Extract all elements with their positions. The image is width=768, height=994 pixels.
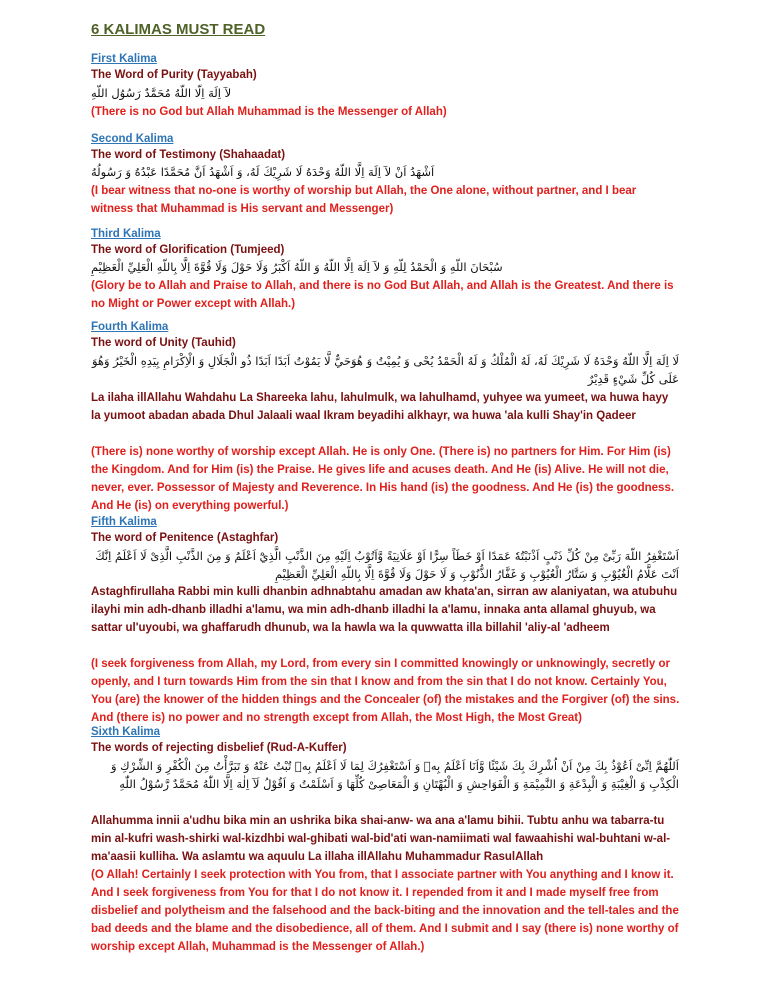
kalima-6-transliteration: Allahumma innii a'udhu bika min an ushrika bika shai-anw- wa ana a'lamu bihii. Tubtu anhu wa tabarra-tu min al-kufri wash-shirki wal-kizdhbi wal-ghibati wal-bid'ati wan-namiimati wal fawaahishi wal-buhtani w-al-ma'aasii kulliha. Wa aslamtu wa aquulu La illaha illAllahu Muhammadur RasulAllah bbox=[91, 815, 671, 863]
kalima-6-heading: Sixth Kalima bbox=[91, 726, 161, 738]
kalima-1-arabic: لآ اِلَهَ اِلّا اللّهُ مُحَمَّدٌ رَسُوُل اللّهِ bbox=[91, 86, 232, 100]
kalima-4-arabic: لَا اِلَهَ اِلَّا اللّهُ وَحْدَهُ لَا شَرِيْكَ لَهُ، لَهُ الْمُلْكُ وَ لَهُ الْحَمْدُ يُحْى وَ يُمِيْتُ وَ هُوَحَيٌّ لَّا يَمُوْتُ اَبَدًا اَبَدًا ذُو الْجَلَالِ وَ الْاِكْرَامِ بِيَدِهِ الْخَيْرُ وَهُوَ عَلَى كُلِّ شَيْءٍ قَدِيْرٌ bbox=[91, 354, 679, 386]
kalima-5-subtitle: The word of Penitence (Astaghfar) bbox=[91, 532, 279, 544]
kalima-3-subtitle: The word of Glorification (Tumjeed) bbox=[91, 244, 285, 256]
kalima-6-subtitle: The words of rejecting disbelief (Rud-A-Kuffer) bbox=[91, 742, 347, 754]
kalima-6-arabic: اَللّٰهُمَّ اِنِّیْ اَعُوْذُ بِكَ مِنْ اَنْ اُشْرِكَ بِكَ شَيْئًا وَّاَنَا اَعْلَمُ بِهٖ وَ اَسْتَغْفِرُكَ لِمَا لَا اَعْلَمُ بِهٖ تُبْتُ عَنْهُ وَ تَبَرَّأْتُ مِنَ الْكُفْرِ وَ الشِّرْكِ وَ الْكِذْبِ وَ الْغِيْبَةِ وَ الْبِدْعَةِ وَ النَّمِيْمَةِ وَ الْفَوَاحِشِ وَ الْبُهْتَانِ وَ الْمَعَاصِىْ كُلِّهَا وَ اَسْلَمْتُ وَ اَقُوْلُ لَآ اِلٰهَ اِلَّا اللّٰهُ مُحَمَّدٌ رَّسُوْلُ اللّٰهِ bbox=[110, 759, 679, 791]
kalima-2-arabic: اَشْهَدُ اَنْ لآ اِلَهَ اِلَّا اللّهُ وَحْدَهُ لَا شَرِيْكَ لَهُ، وَ اَشْهَدُ اَنَّ مُحَمَّدًا عَبْدُهُ وَ رَسُولُهُ bbox=[91, 165, 435, 179]
kalima-1-translation: (There is no God but Allah Muhammad is the Messenger of Allah) bbox=[91, 106, 447, 118]
kalima-2-subtitle: The word of Testimony (Shahaadat) bbox=[91, 149, 286, 161]
kalima-3-translation: (Glory be to Allah and Praise to Allah, and there is no God But Allah, and Allah is the Greatest. And there is no Might or Power except with Allah.) bbox=[91, 280, 674, 310]
kalima-4-translation: (There is) none worthy of worship except Allah. He is only One. (There is) no partners for Him. For Him (is) the Kingdom. And for Him (is) the Praise. He gives life and acuses death. And He (is) Alive. He will not die, never, ever. Possessor of Majesty and Reverence. In His hand (is) the goodness. And He (is) the goodness. And He (is) on everything powerful.) bbox=[91, 446, 675, 512]
kalima-4-transliteration: La ilaha illAllahu Wahdahu La Shareeka lahu, lahulmulk, wa lahulhamd, yuhyee wa yumeet, wa huwa hayy la yumoot abadan abada Dhul Jalaali waal Ikram beyadihi alkhayr, wa huwa 'ala kulli Shay'in Qadeer bbox=[91, 392, 669, 422]
kalima-6-translation: (O Allah! Certainly I seek protection with You from, that I associate partner with You anything and I know it. And I seek forgiveness from You for that I do not know it. I repended from it and I made myself free from disbelief and polytheism and the falsehood and the back-biting and the innovation and the tell-tales and the bad deeds and the blame and the disobedience, all of them. And I submit and I say (there is) none worthy of worship except Allah, Muhammad is the Messenger of Allah.) bbox=[91, 869, 679, 953]
kalima-5-arabic: اَسْتَغْفِرُ اللّهَ رَبِّىْ مِنْ كُلِّ ذَنْبٍ اَذْنَبْتُهٗ عَمَدًا اَوْ خَطَاً سِرًّا اَوْ عَلَانِيَةً وَّاَتُوْبُ اِلَيْهِ مِنَ الذَّنْبِ الَّذِيْٓ اَعْلَمُ وَ مِنَ الذَّنْبِ الَّذِىْ لَا اَعْلَمُ اِنَّكَ اَنْتَ عَلَّامُ الْغُيُوْبِ وَ سَتَّارُ الْعُيُوْبِ وَ غَفَّارُ الذُّنُوْبِ وَ لَا حَوْلَ وَلَا قُوَّةَ اِلَّا بِاللّهِ الْعَلِيِّ الْعَظِيْمِ bbox=[95, 549, 679, 581]
kalima-3-heading: Third Kalima bbox=[91, 228, 161, 240]
kalima-2-heading: Second Kalima bbox=[91, 133, 174, 145]
kalima-5-transliteration: Astaghfirullaha Rabbi min kulli dhanbin adhnabtahu amadan aw khata'an, sirran aw alaniyatan, wa atubuhu ilayhi min adh-dhanb illadhi a'lamu, wa min adh-dhanb illadhi la a'lamu, innaka anta allamal ghuyub, wa sattar ul'uyoubi, wa ghaffarudh dhunub, wa la hawla wa la quwwatta illa billahil 'aliy-al 'adheem bbox=[91, 586, 678, 634]
kalima-3-arabic: سُبْحَانَ اللّهِ وَ الْحَمْدُ لِلّهِ وَ لآ اِلَهَ اِلَّا اللّهُ وَ اللّهُ اَكْبَرُ وَلَا حَوْلَ وَلَا قُوَّةَ اِلَّا بِاللّهِ الْعَلِيِّ الْعَظِيْمِ bbox=[91, 260, 503, 274]
kalima-4-heading: Fourth Kalima bbox=[91, 321, 169, 333]
kalima-1-subtitle: The Word of Purity (Tayyabah) bbox=[91, 69, 257, 81]
page-title: 6 KALIMAS MUST READ bbox=[91, 21, 266, 38]
kalima-4-subtitle: The word of Unity (Tauhid) bbox=[91, 337, 236, 349]
kalima-5-translation: (I seek forgiveness from Allah, my Lord, from every sin I committed knowingly or unknowingly, secretly or openly, and I turn towards Him from the sin that I know and from the sin that I do not know. Certainly You, You (are) the knower of the hidden things and the Concealer (of) the mistakes and the Forgiver (of) the sins. And (there is) no power and no strength except from Allah, the Most High, the Most Great) bbox=[91, 658, 680, 724]
kalima-1-heading: First Kalima bbox=[91, 53, 157, 65]
kalima-5-heading: Fifth Kalima bbox=[91, 516, 157, 528]
kalima-2-translation: (I bear witness that no-one is worthy of worship but Allah, the One alone, without partner, and I bear witness that Muhammad is His servant and Messenger) bbox=[91, 185, 637, 215]
